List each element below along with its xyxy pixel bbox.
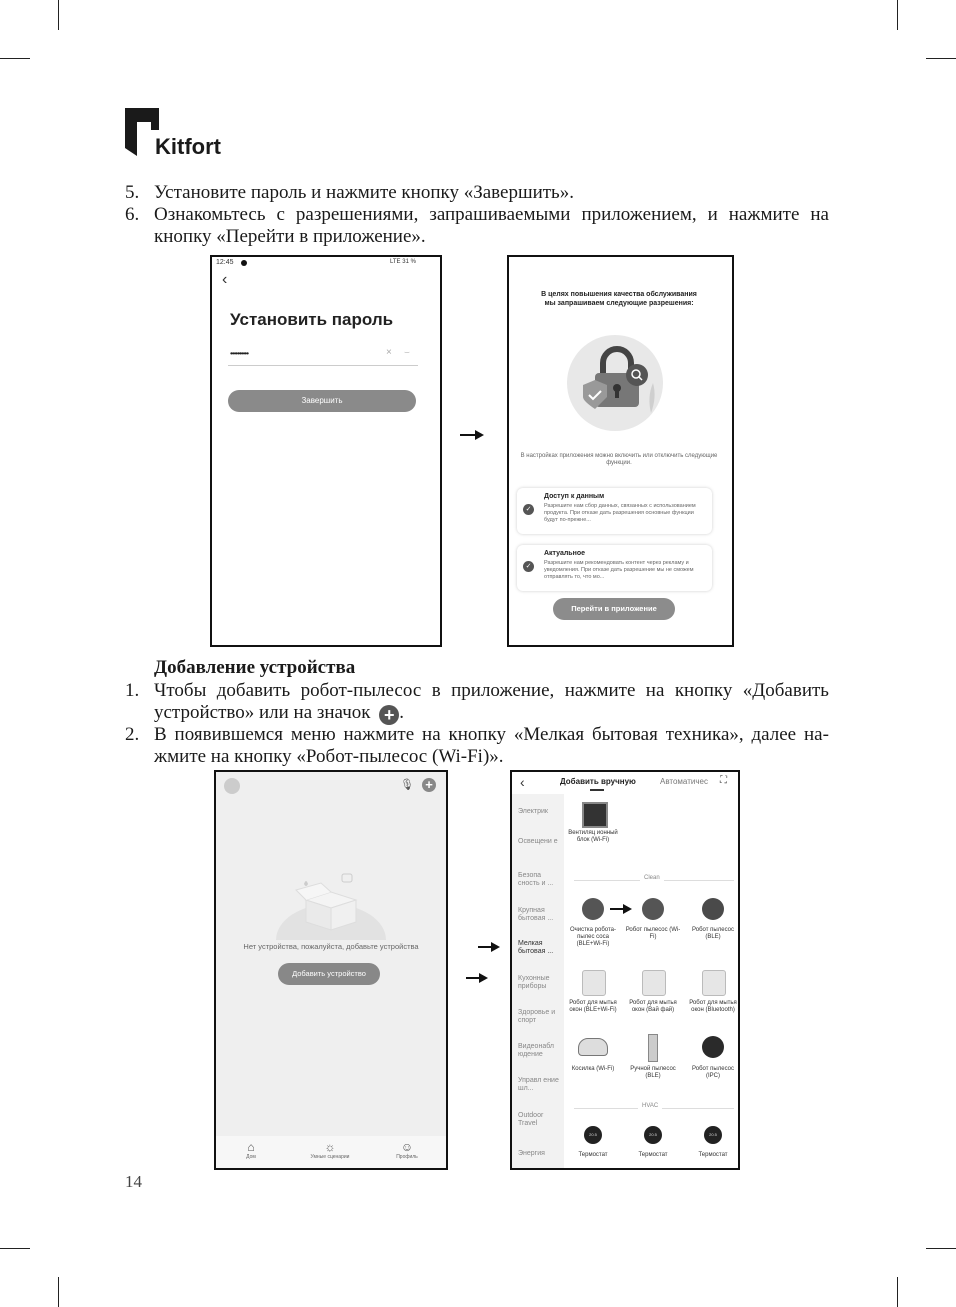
step-text xyxy=(154,702,829,725)
step-number: 2. xyxy=(125,724,140,745)
word: разрешениями, xyxy=(295,204,419,225)
word: «Мелкая xyxy=(513,724,585,745)
finish-button[interactable]: Завершить xyxy=(228,390,416,412)
step-text: жмите на кнопку «Робот-пылесос (Wi-Fi)». xyxy=(154,746,504,767)
category-item[interactable]: Освещени е xyxy=(518,838,558,845)
group-label-hvac: HVAC xyxy=(638,1103,662,1109)
word: кнопку xyxy=(448,724,507,745)
device-label: Вентиляц ионный блок (Wi-Fi) xyxy=(568,830,618,843)
back-arrow-icon[interactable]: ‹ xyxy=(222,271,228,288)
arrow-right-icon xyxy=(466,977,486,979)
card-title: Актуальное xyxy=(544,550,586,557)
step-text: кнопку «Перейти в приложение». xyxy=(154,226,426,247)
empty-message: Нет устройства, пожалуйста, добавьте устройства xyxy=(243,942,419,951)
word: далее xyxy=(751,724,797,745)
step-number: 6. xyxy=(125,204,140,225)
word: робот-пылесос xyxy=(300,680,422,701)
word: добавить xyxy=(216,680,291,701)
screenshot-set-password xyxy=(210,255,442,647)
sun-icon: ☼ xyxy=(324,1140,336,1154)
status-right: LTE 31 % xyxy=(390,259,416,265)
device-label: Термостат xyxy=(578,1152,608,1158)
device-label: Робот пылесос (BLE) xyxy=(692,927,734,940)
word: нажмите xyxy=(564,680,636,701)
category-item[interactable]: Безопа сность и ... xyxy=(518,872,554,887)
eye-hidden-icon[interactable]: ⌣ xyxy=(404,347,410,357)
tab-indicator xyxy=(590,789,604,791)
avatar-icon[interactable] xyxy=(224,778,240,794)
microphone-icon[interactable]: 🎙 xyxy=(400,779,414,791)
nav-label: Профиль xyxy=(396,1154,418,1160)
category-item[interactable]: Крупная бытовая ... xyxy=(518,907,554,922)
device-label: Косилка (Wi-Fi) xyxy=(571,1066,615,1072)
nav-home[interactable] xyxy=(236,1140,266,1160)
word: нажмите xyxy=(728,204,800,225)
word: Ознакомьтесь xyxy=(154,204,266,225)
word: меню xyxy=(290,724,336,745)
screenshot-home-empty xyxy=(214,770,448,1170)
permission-card xyxy=(517,545,712,591)
card-text: Разрешите нам рекомендовать контент через рекламу и уведомления. При отказе дать разрешение мы не сможем отправлять то, что мо... xyxy=(544,560,694,580)
handheld-vacuum-icon[interactable] xyxy=(648,1034,658,1062)
word: появившемся xyxy=(174,724,283,745)
section-heading: Добавление устройства xyxy=(154,657,356,678)
word: и xyxy=(707,204,718,225)
robot-vacuum-icon[interactable] xyxy=(702,1036,724,1058)
password-input[interactable]: •••••••••• xyxy=(230,349,249,358)
step-number: 1. xyxy=(125,680,140,701)
card-title: Доступ к данным xyxy=(544,493,605,500)
crop-mark xyxy=(58,1277,59,1307)
device-label: Термостат xyxy=(638,1152,668,1158)
word: «Добавить xyxy=(742,680,829,701)
text-part: устройство» или на значок xyxy=(154,702,371,723)
category-item[interactable]: Электрик xyxy=(518,808,548,815)
crop-mark xyxy=(897,0,898,30)
word: приложением, xyxy=(581,204,697,225)
add-device-button[interactable]: Добавить устройство xyxy=(278,963,380,985)
device-label: Робот для мытья окон (BLE+Wi-Fi) xyxy=(569,1000,617,1013)
check-icon[interactable]: ✓ xyxy=(523,561,534,572)
group-label-clean: Clean xyxy=(640,875,664,881)
permissions-note: В настройках приложения можно включить или отключить следующие функции. xyxy=(520,453,718,466)
status-dot-icon xyxy=(241,260,247,266)
word: кнопку xyxy=(674,680,733,701)
category-item[interactable]: Здоровье и спорт xyxy=(518,1009,556,1024)
word: в xyxy=(431,680,441,701)
permission-card xyxy=(517,488,712,534)
crop-mark xyxy=(926,58,956,59)
word: запрашиваемыми xyxy=(429,204,571,225)
mower-icon[interactable] xyxy=(578,1038,608,1056)
arrow-right-icon xyxy=(478,946,498,948)
step-number: 5. xyxy=(125,182,140,203)
window-robot-icon[interactable] xyxy=(702,970,726,996)
box-icon xyxy=(276,870,386,940)
device-label: Робот для мытья окон (Вай фай) xyxy=(629,1000,677,1013)
screenshot-add-manually xyxy=(510,770,740,1170)
scan-icon[interactable]: ⛶ xyxy=(720,775,727,786)
back-arrow-icon[interactable]: ‹ xyxy=(520,774,525,790)
lock-illustration xyxy=(565,333,665,438)
crop-mark xyxy=(926,1248,956,1249)
screenshot-permissions xyxy=(507,255,734,647)
word: на xyxy=(422,724,441,745)
page-title: Установить пароль xyxy=(230,310,394,329)
empty-box-illustration xyxy=(276,870,386,945)
add-device-plus-icon[interactable]: + xyxy=(422,778,436,792)
text-part: . xyxy=(399,702,405,723)
step-text-justified xyxy=(154,724,829,746)
word: нажмите xyxy=(343,724,415,745)
robot-vacuum-icon[interactable] xyxy=(702,898,724,920)
word: В xyxy=(154,724,167,745)
word: с xyxy=(276,204,285,225)
device-label: Робот пылесос (IPC) xyxy=(692,1066,734,1079)
step-text: Установите пароль и нажмите кнопку «Завершить». xyxy=(154,182,574,203)
brand-name: Kitfort xyxy=(155,134,221,159)
word: Чтобы xyxy=(154,680,207,701)
arrow-right-icon xyxy=(610,908,630,910)
arrow-right-icon xyxy=(460,434,482,436)
card-text: Разрешите нам сбор данных, связанных с использованием продукта. При отказе дать разрешения основные функции будут по-прежне... xyxy=(544,503,696,523)
crop-mark xyxy=(897,1277,898,1307)
check-icon[interactable]: ✓ xyxy=(523,504,534,515)
word: на xyxy=(645,680,665,701)
category-item[interactable]: Управл ение шл... xyxy=(518,1077,559,1092)
category-item[interactable]: Outdoor Travel xyxy=(518,1112,544,1127)
robot-vacuum-icon[interactable] xyxy=(642,898,664,920)
tab-manual[interactable]: Добавить вручную xyxy=(560,777,636,786)
lock-icon xyxy=(565,333,665,433)
device-label: Очистка робота-пылес соса (BLE+Wi-Fi) xyxy=(570,927,616,947)
input-underline xyxy=(228,365,418,366)
ventilation-unit-icon[interactable] xyxy=(582,802,608,828)
permissions-heading: В целях повышения качества обслуживания мы запрашиваем следующие разрешения: xyxy=(541,291,697,307)
crop-mark xyxy=(0,1248,30,1249)
nav-label: Умные сценарии xyxy=(310,1154,350,1160)
profile-icon: ☺ xyxy=(400,1140,414,1154)
status-time: 12:45 xyxy=(216,259,234,266)
word: на- xyxy=(803,724,829,745)
thermostat-icon[interactable]: 20.5 xyxy=(704,1126,722,1144)
bottom-nav xyxy=(216,1136,446,1168)
clear-icon[interactable]: × xyxy=(386,347,392,358)
device-label: Робот для мытья окон (Bluetooth) xyxy=(689,1000,737,1013)
word: приложение, xyxy=(451,680,555,701)
home-icon: ⌂ xyxy=(247,1140,255,1154)
window-robot-icon[interactable] xyxy=(582,970,606,996)
category-item[interactable]: Видеонабл юдение xyxy=(518,1043,554,1058)
window-robot-icon[interactable] xyxy=(642,970,666,996)
crop-mark xyxy=(0,58,30,59)
go-to-app-button[interactable]: Перейти в приложение xyxy=(553,598,675,620)
step-text-justified xyxy=(154,204,829,226)
step-text-justified xyxy=(154,680,829,702)
device-label: Ручной пылесос (BLE) xyxy=(630,1066,676,1079)
crop-mark xyxy=(58,0,59,30)
category-item[interactable]: Кухонные приборы xyxy=(518,975,550,990)
word: на xyxy=(810,204,829,225)
category-item-selected[interactable]: Мелкая бытовая ... xyxy=(518,940,554,955)
device-label: Робот пылесос (Wi-Fi) xyxy=(625,927,681,940)
nav-profile[interactable] xyxy=(392,1140,422,1160)
thermostat-icon[interactable]: 20.5 xyxy=(644,1126,662,1144)
category-item[interactable]: Энергия xyxy=(518,1150,545,1157)
device-label: Термостат xyxy=(698,1152,728,1158)
tab-auto[interactable]: Автоматичес xyxy=(660,777,708,786)
thermostat-icon[interactable]: 20.5 xyxy=(584,1126,602,1144)
word: бытовая xyxy=(591,724,658,745)
word: техника», xyxy=(665,724,744,745)
nav-scenes[interactable] xyxy=(302,1140,358,1160)
plus-icon: + xyxy=(379,705,399,725)
page-number: 14 xyxy=(125,1172,142,1191)
robot-vacuum-icon[interactable] xyxy=(582,898,604,920)
nav-label: Дом xyxy=(246,1154,256,1160)
